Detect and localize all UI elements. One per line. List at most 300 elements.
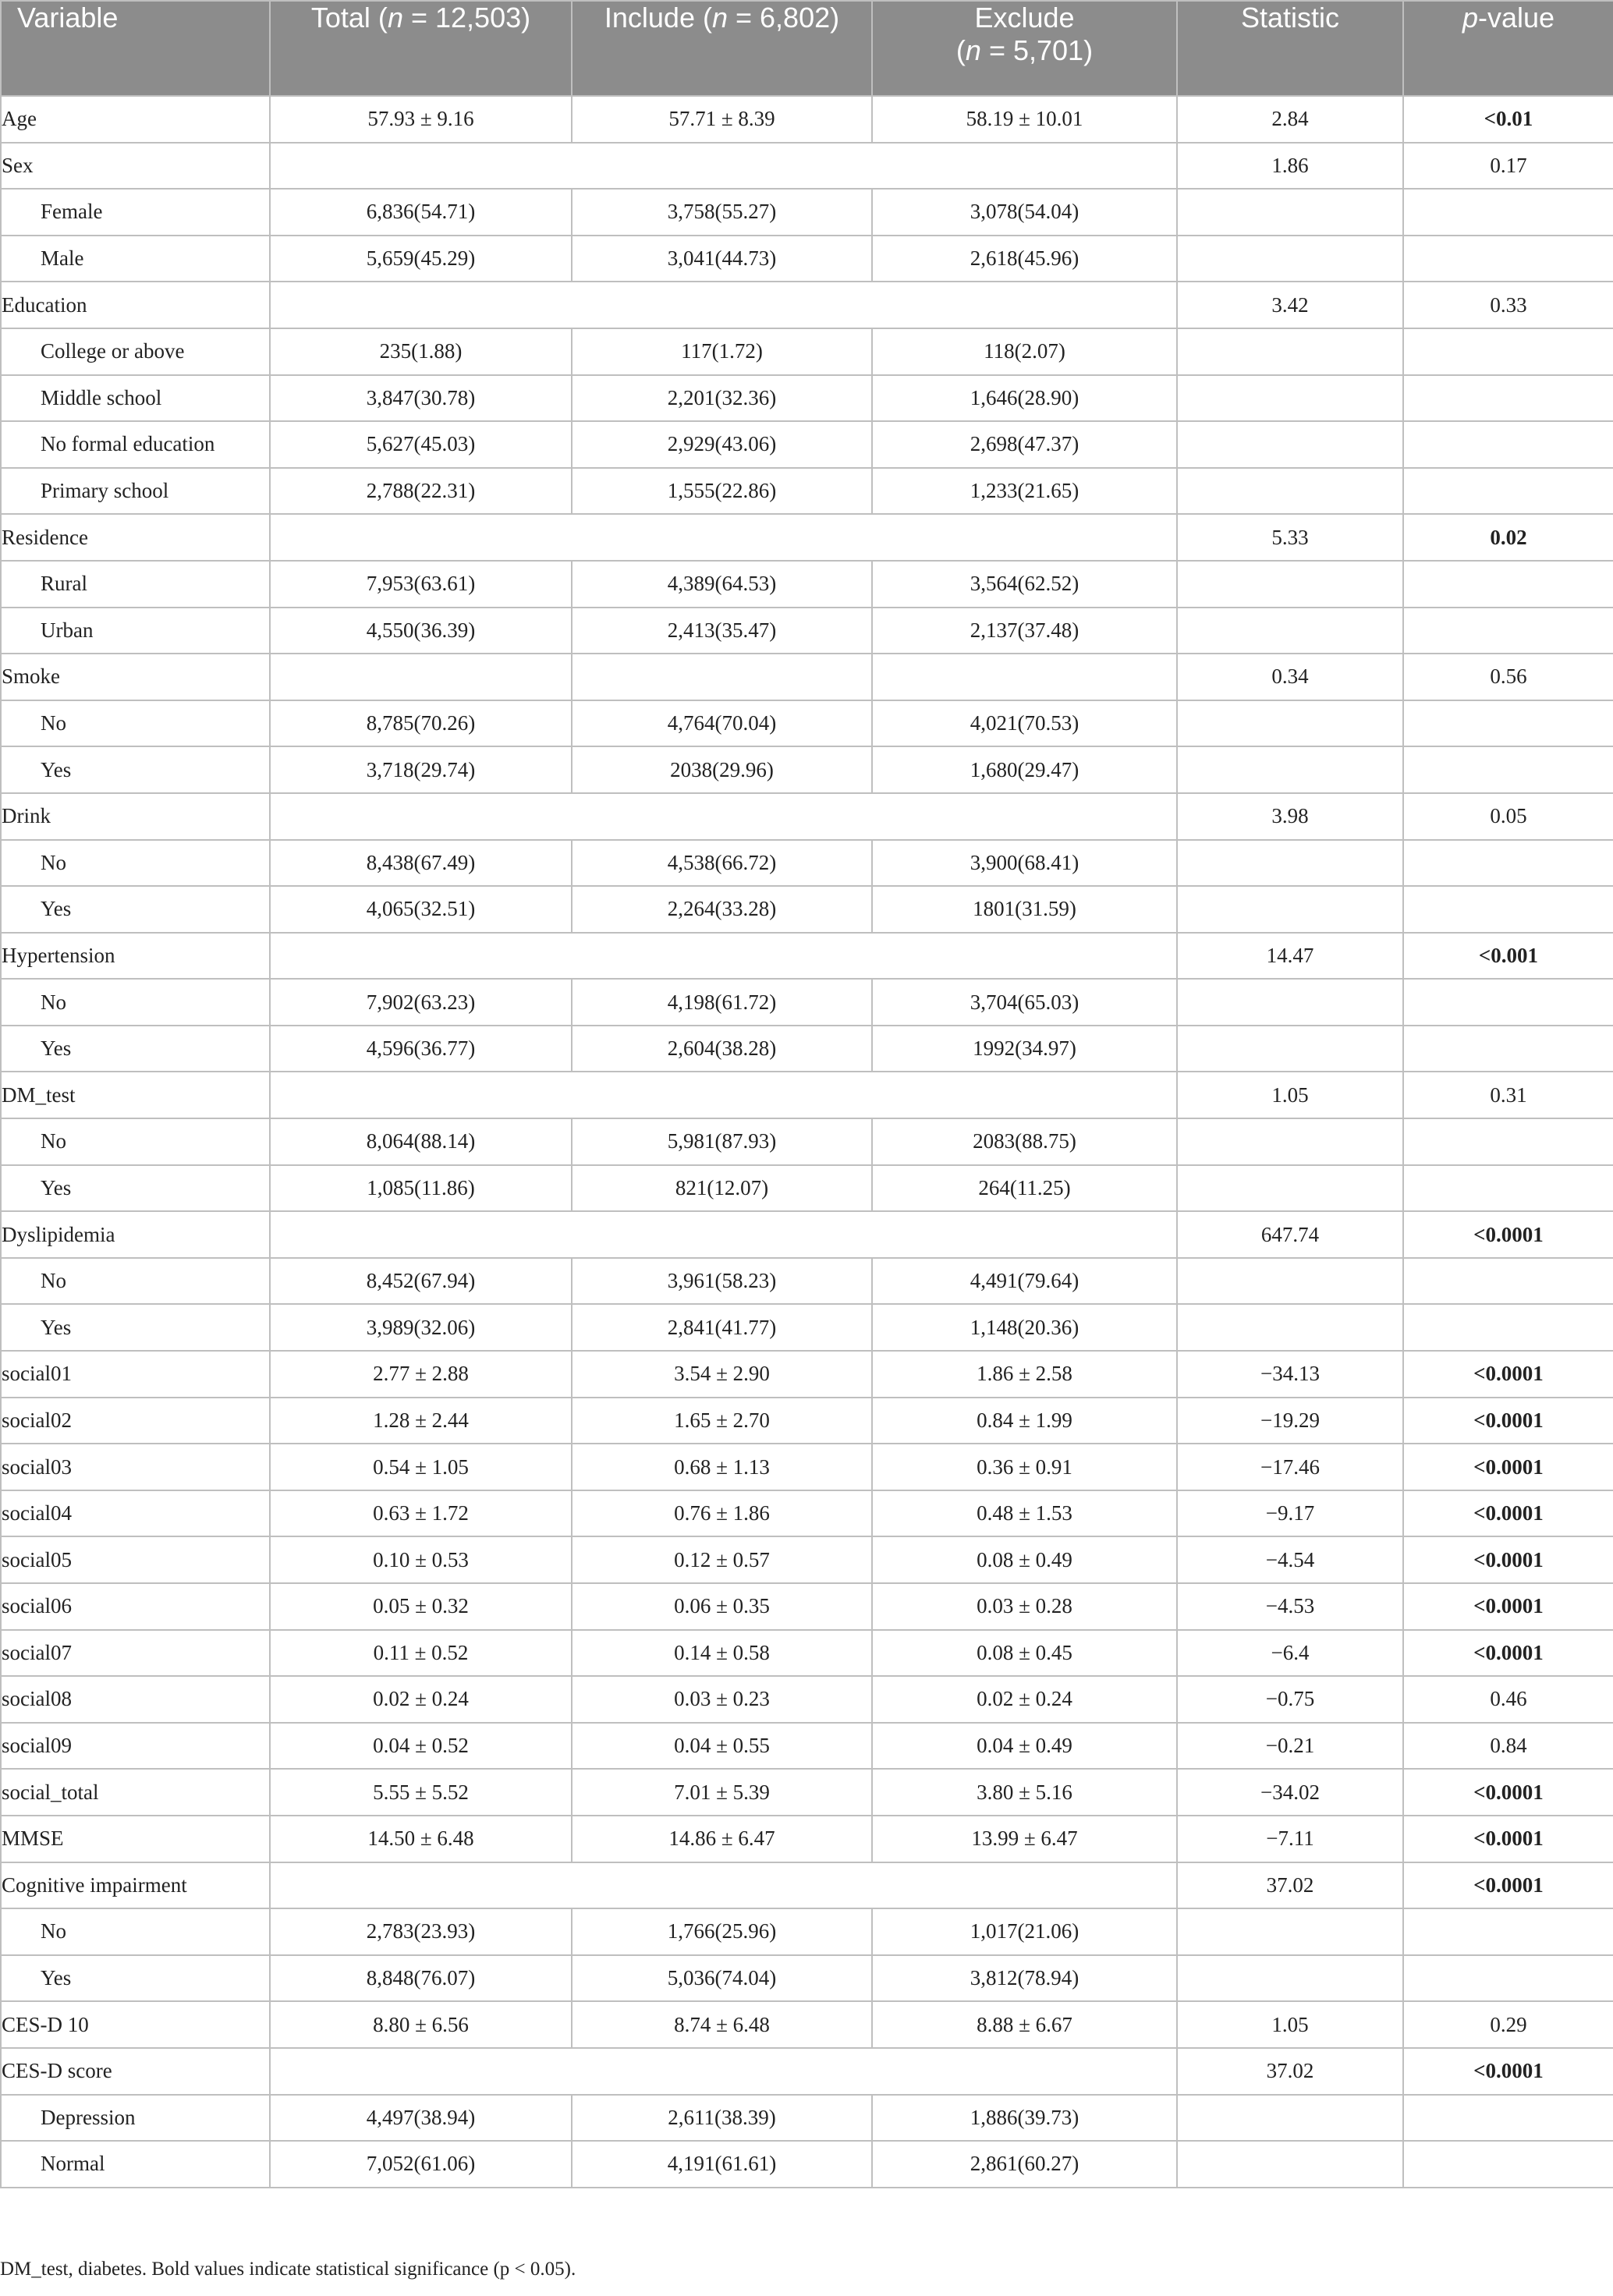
variable-cell: Yes xyxy=(1,1026,270,1072)
table-row xyxy=(1,886,1613,933)
p-value-cell: <0.001 xyxy=(1403,933,1613,980)
variable-cell: Residence xyxy=(1,514,270,561)
total-cell: 4,596(36.77) xyxy=(270,1026,572,1072)
total-cell: 5,659(45.29) xyxy=(270,236,572,282)
p-value-cell: <0.0001 xyxy=(1403,1583,1613,1630)
variable-cell: No formal education xyxy=(1,421,270,468)
p-value-cell: 0.33 xyxy=(1403,282,1613,328)
variable-cell: social07 xyxy=(1,1630,270,1677)
include-cell: 4,198(61.72) xyxy=(572,979,872,1026)
total-cell: 7,902(63.23) xyxy=(270,979,572,1026)
group-spacer-cell xyxy=(270,1862,1177,1909)
variable-cell: Yes xyxy=(1,1955,270,2002)
exclude-cell: 1,680(29.47) xyxy=(872,746,1177,793)
p-value-cell: <0.01 xyxy=(1403,96,1613,143)
p-value-cell xyxy=(1403,886,1613,933)
statistic-cell: −34.13 xyxy=(1177,1351,1403,1398)
include-cell: 14.86 ± 6.47 xyxy=(572,1816,872,1862)
exclude-cell: 8.88 ± 6.67 xyxy=(872,2001,1177,2048)
total-cell: 0.63 ± 1.72 xyxy=(270,1490,572,1537)
p-value-cell xyxy=(1403,700,1613,747)
p-value-cell: <0.0001 xyxy=(1403,1211,1613,1258)
total-cell: 8,785(70.26) xyxy=(270,700,572,747)
total-cell: 0.04 ± 0.52 xyxy=(270,1723,572,1770)
statistic-cell: 0.34 xyxy=(1177,654,1403,700)
exclude-cell: 2,698(47.37) xyxy=(872,421,1177,468)
total-cell: 1.28 ± 2.44 xyxy=(270,1398,572,1444)
table-row xyxy=(1,1398,1613,1444)
statistic-cell xyxy=(1177,375,1403,422)
total-cell: 4,065(32.51) xyxy=(270,886,572,933)
statistic-cell: −7.11 xyxy=(1177,1816,1403,1862)
table-row xyxy=(1,1351,1613,1398)
table-body xyxy=(1,96,1613,2188)
include-cell xyxy=(572,654,872,700)
variable-cell: MMSE xyxy=(1,1816,270,1862)
exclude-cell: 1,646(28.90) xyxy=(872,375,1177,422)
statistic-cell: −34.02 xyxy=(1177,1769,1403,1816)
include-cell: 3,758(55.27) xyxy=(572,189,872,236)
exclude-cell: 13.99 ± 6.47 xyxy=(872,1816,1177,1862)
table-row xyxy=(1,1816,1613,1862)
variable-cell: social04 xyxy=(1,1490,270,1537)
exclude-cell: 118(2.07) xyxy=(872,328,1177,375)
include-cell: 0.04 ± 0.55 xyxy=(572,1723,872,1770)
include-cell: 5,981(87.93) xyxy=(572,1118,872,1165)
include-cell: 4,389(64.53) xyxy=(572,561,872,608)
table-row xyxy=(1,282,1613,328)
total-cell xyxy=(270,654,572,700)
p-value-cell xyxy=(1403,1026,1613,1072)
p-value-cell: <0.0001 xyxy=(1403,1490,1613,1537)
total-cell: 0.02 ± 0.24 xyxy=(270,1676,572,1723)
exclude-cell: 1801(31.59) xyxy=(872,886,1177,933)
table-row xyxy=(1,1211,1613,1258)
variable-cell: Normal xyxy=(1,2141,270,2188)
header-variable: Variable xyxy=(1,1,270,96)
include-cell: 2,611(38.39) xyxy=(572,2095,872,2142)
variable-cell: Hypertension xyxy=(1,933,270,980)
variable-cell: Urban xyxy=(1,608,270,654)
group-spacer-cell xyxy=(270,1211,1177,1258)
variable-cell: No xyxy=(1,840,270,887)
include-cell: 0.14 ± 0.58 xyxy=(572,1630,872,1677)
total-cell: 235(1.88) xyxy=(270,328,572,375)
exclude-cell: 3.80 ± 5.16 xyxy=(872,1769,1177,1816)
p-value-cell: <0.0001 xyxy=(1403,2048,1613,2095)
variable-cell: DM_test xyxy=(1,1072,270,1118)
table-row xyxy=(1,1630,1613,1677)
total-cell: 8.80 ± 6.56 xyxy=(270,2001,572,2048)
include-cell: 4,191(61.61) xyxy=(572,2141,872,2188)
total-cell: 1,085(11.86) xyxy=(270,1165,572,1212)
table-row xyxy=(1,979,1613,1026)
p-value-cell xyxy=(1403,328,1613,375)
variable-cell: CES-D score xyxy=(1,2048,270,2095)
p-value-cell: 0.02 xyxy=(1403,514,1613,561)
statistic-cell: 3.98 xyxy=(1177,793,1403,840)
table-row xyxy=(1,933,1613,980)
include-cell: 1,555(22.86) xyxy=(572,468,872,515)
table-row xyxy=(1,1304,1613,1351)
total-cell: 0.54 ± 1.05 xyxy=(270,1444,572,1490)
statistic-cell: 1.05 xyxy=(1177,2001,1403,2048)
include-cell: 0.76 ± 1.86 xyxy=(572,1490,872,1537)
table-row xyxy=(1,1118,1613,1165)
table-row xyxy=(1,793,1613,840)
include-cell: 0.12 ± 0.57 xyxy=(572,1536,872,1583)
variable-cell: Yes xyxy=(1,1165,270,1212)
table-footnote: DM_test, diabetes. Bold values indicate statistical significance (p < 0.05). xyxy=(0,2259,576,2280)
variable-cell: No xyxy=(1,1118,270,1165)
table-header xyxy=(1,1,1613,96)
table-row xyxy=(1,96,1613,143)
variable-cell: College or above xyxy=(1,328,270,375)
table-row xyxy=(1,1583,1613,1630)
table-row xyxy=(1,1676,1613,1723)
total-cell: 2,783(23.93) xyxy=(270,1908,572,1955)
table-row xyxy=(1,1769,1613,1816)
group-spacer-cell xyxy=(270,282,1177,328)
p-value-cell xyxy=(1403,468,1613,515)
include-cell: 8.74 ± 6.48 xyxy=(572,2001,872,2048)
table-row xyxy=(1,375,1613,422)
statistic-cell: 1.86 xyxy=(1177,143,1403,190)
variable-cell: Age xyxy=(1,96,270,143)
exclude-cell: 0.03 ± 0.28 xyxy=(872,1583,1177,1630)
variable-cell: Middle school xyxy=(1,375,270,422)
include-cell: 2038(29.96) xyxy=(572,746,872,793)
exclude-cell: 3,704(65.03) xyxy=(872,979,1177,1026)
statistic-cell xyxy=(1177,1304,1403,1351)
statistic-cell: 647.74 xyxy=(1177,1211,1403,1258)
statistic-cell xyxy=(1177,746,1403,793)
table-row xyxy=(1,1444,1613,1490)
statistic-cell xyxy=(1177,886,1403,933)
include-cell: 2,604(38.28) xyxy=(572,1026,872,1072)
include-cell: 1,766(25.96) xyxy=(572,1908,872,1955)
statistic-cell xyxy=(1177,1165,1403,1212)
table-row xyxy=(1,1536,1613,1583)
include-cell: 4,538(66.72) xyxy=(572,840,872,887)
total-cell: 8,848(76.07) xyxy=(270,1955,572,2002)
total-cell: 7,052(61.06) xyxy=(270,2141,572,2188)
p-value-cell: <0.0001 xyxy=(1403,1536,1613,1583)
exclude-cell: 0.48 ± 1.53 xyxy=(872,1490,1177,1537)
statistic-cell xyxy=(1177,840,1403,887)
exclude-cell: 4,021(70.53) xyxy=(872,700,1177,747)
statistic-cell: 2.84 xyxy=(1177,96,1403,143)
statistic-cell: 37.02 xyxy=(1177,1862,1403,1909)
exclude-cell: 0.08 ± 0.45 xyxy=(872,1630,1177,1677)
variable-cell: Primary school xyxy=(1,468,270,515)
table-row xyxy=(1,514,1613,561)
statistic-cell: −0.21 xyxy=(1177,1723,1403,1770)
exclude-cell: 58.19 ± 10.01 xyxy=(872,96,1177,143)
exclude-cell: 1,233(21.65) xyxy=(872,468,1177,515)
table-row xyxy=(1,1862,1613,1909)
p-value-cell: 0.84 xyxy=(1403,1723,1613,1770)
header-p-value: p-value xyxy=(1403,1,1613,96)
include-cell: 4,764(70.04) xyxy=(572,700,872,747)
p-value-cell xyxy=(1403,2095,1613,2142)
include-cell: 5,036(74.04) xyxy=(572,1955,872,2002)
statistic-cell xyxy=(1177,979,1403,1026)
exclude-cell: 0.04 ± 0.49 xyxy=(872,1723,1177,1770)
variable-cell: Rural xyxy=(1,561,270,608)
table-row xyxy=(1,2001,1613,2048)
table-row xyxy=(1,700,1613,747)
exclude-cell: 0.02 ± 0.24 xyxy=(872,1676,1177,1723)
variable-cell: No xyxy=(1,1258,270,1305)
p-value-cell xyxy=(1403,236,1613,282)
group-spacer-cell xyxy=(270,1072,1177,1118)
variable-cell: Sex xyxy=(1,143,270,190)
p-value-cell xyxy=(1403,1955,1613,2002)
include-cell: 821(12.07) xyxy=(572,1165,872,1212)
table-row xyxy=(1,1072,1613,1118)
group-spacer-cell xyxy=(270,933,1177,980)
table-row xyxy=(1,2048,1613,2095)
variable-cell: No xyxy=(1,1908,270,1955)
exclude-cell: 1,017(21.06) xyxy=(872,1908,1177,1955)
p-value-cell: 0.17 xyxy=(1403,143,1613,190)
statistic-cell xyxy=(1177,2141,1403,2188)
table-row xyxy=(1,840,1613,887)
statistic-cell xyxy=(1177,328,1403,375)
statistic-cell xyxy=(1177,236,1403,282)
include-cell: 2,201(32.36) xyxy=(572,375,872,422)
total-cell: 5.55 ± 5.52 xyxy=(270,1769,572,1816)
include-cell: 0.03 ± 0.23 xyxy=(572,1676,872,1723)
variable-cell: Depression xyxy=(1,2095,270,2142)
variable-cell: social08 xyxy=(1,1676,270,1723)
p-value-cell xyxy=(1403,979,1613,1026)
total-cell: 4,497(38.94) xyxy=(270,2095,572,2142)
include-cell: 0.06 ± 0.35 xyxy=(572,1583,872,1630)
include-cell: 3,961(58.23) xyxy=(572,1258,872,1305)
statistic-cell xyxy=(1177,1908,1403,1955)
table-row xyxy=(1,2141,1613,2188)
variable-cell: CES-D 10 xyxy=(1,2001,270,2048)
variable-cell: No xyxy=(1,979,270,1026)
total-cell: 8,064(88.14) xyxy=(270,1118,572,1165)
total-cell: 7,953(63.61) xyxy=(270,561,572,608)
total-cell: 8,452(67.94) xyxy=(270,1258,572,1305)
total-cell: 57.93 ± 9.16 xyxy=(270,96,572,143)
include-cell: 2,841(41.77) xyxy=(572,1304,872,1351)
statistic-cell: −17.46 xyxy=(1177,1444,1403,1490)
p-value-cell xyxy=(1403,2141,1613,2188)
variable-cell: No xyxy=(1,700,270,747)
variable-cell: social09 xyxy=(1,1723,270,1770)
exclude-cell: 2083(88.75) xyxy=(872,1118,1177,1165)
exclude-cell xyxy=(872,654,1177,700)
exclude-cell: 3,078(54.04) xyxy=(872,189,1177,236)
statistic-cell xyxy=(1177,1118,1403,1165)
statistic-cell xyxy=(1177,1955,1403,2002)
statistic-cell xyxy=(1177,561,1403,608)
include-cell: 7.01 ± 5.39 xyxy=(572,1769,872,1816)
total-cell: 2,788(22.31) xyxy=(270,468,572,515)
table-row xyxy=(1,1026,1613,1072)
statistic-cell: −4.54 xyxy=(1177,1536,1403,1583)
p-value-cell: 0.46 xyxy=(1403,1676,1613,1723)
p-value-cell xyxy=(1403,561,1613,608)
p-value-cell xyxy=(1403,1118,1613,1165)
p-value-cell: <0.0001 xyxy=(1403,1630,1613,1677)
exclude-cell: 2,618(45.96) xyxy=(872,236,1177,282)
table-row xyxy=(1,236,1613,282)
variable-cell: Female xyxy=(1,189,270,236)
exclude-cell: 0.08 ± 0.49 xyxy=(872,1536,1177,1583)
total-cell: 2.77 ± 2.88 xyxy=(270,1351,572,1398)
p-value-cell xyxy=(1403,746,1613,793)
statistic-cell: −6.4 xyxy=(1177,1630,1403,1677)
table-row xyxy=(1,189,1613,236)
statistic-cell: −4.53 xyxy=(1177,1583,1403,1630)
table-row xyxy=(1,1165,1613,1212)
exclude-cell: 0.36 ± 0.91 xyxy=(872,1444,1177,1490)
p-value-cell xyxy=(1403,1908,1613,1955)
table-row xyxy=(1,2095,1613,2142)
exclude-cell: 1,148(20.36) xyxy=(872,1304,1177,1351)
table-row xyxy=(1,421,1613,468)
exclude-cell: 264(11.25) xyxy=(872,1165,1177,1212)
exclude-cell: 3,812(78.94) xyxy=(872,1955,1177,2002)
exclude-cell: 2,861(60.27) xyxy=(872,2141,1177,2188)
include-cell: 2,929(43.06) xyxy=(572,421,872,468)
statistic-cell xyxy=(1177,2095,1403,2142)
statistic-cell: −0.75 xyxy=(1177,1676,1403,1723)
statistic-cell: 37.02 xyxy=(1177,2048,1403,2095)
table-row xyxy=(1,143,1613,190)
include-cell: 117(1.72) xyxy=(572,328,872,375)
statistic-cell xyxy=(1177,468,1403,515)
exclude-cell: 4,491(79.64) xyxy=(872,1258,1177,1305)
total-cell: 0.11 ± 0.52 xyxy=(270,1630,572,1677)
include-cell: 3,041(44.73) xyxy=(572,236,872,282)
total-cell: 3,989(32.06) xyxy=(270,1304,572,1351)
table-row xyxy=(1,608,1613,654)
p-value-cell xyxy=(1403,375,1613,422)
variable-cell: social05 xyxy=(1,1536,270,1583)
statistic-cell xyxy=(1177,700,1403,747)
p-value-cell: 0.29 xyxy=(1403,2001,1613,2048)
variable-cell: social03 xyxy=(1,1444,270,1490)
p-value-cell: 0.31 xyxy=(1403,1072,1613,1118)
p-value-cell xyxy=(1403,840,1613,887)
header-total: Total (n = 12,503) xyxy=(270,1,572,96)
variable-cell: Drink xyxy=(1,793,270,840)
header-include: Include (n = 6,802) xyxy=(572,1,872,96)
exclude-cell: 1.86 ± 2.58 xyxy=(872,1351,1177,1398)
variable-cell: social02 xyxy=(1,1398,270,1444)
p-value-cell xyxy=(1403,1258,1613,1305)
table-row xyxy=(1,1723,1613,1770)
total-cell: 3,847(30.78) xyxy=(270,375,572,422)
table-row xyxy=(1,561,1613,608)
statistic-cell xyxy=(1177,421,1403,468)
table-row xyxy=(1,1955,1613,2002)
exclude-cell: 2,137(37.48) xyxy=(872,608,1177,654)
variable-cell: Yes xyxy=(1,746,270,793)
statistic-cell: 14.47 xyxy=(1177,933,1403,980)
total-cell: 0.05 ± 0.32 xyxy=(270,1583,572,1630)
variable-cell: social06 xyxy=(1,1583,270,1630)
include-cell: 57.71 ± 8.39 xyxy=(572,96,872,143)
statistic-cell: 5.33 xyxy=(1177,514,1403,561)
p-value-cell: <0.0001 xyxy=(1403,1769,1613,1816)
group-spacer-cell xyxy=(270,2048,1177,2095)
p-value-cell xyxy=(1403,608,1613,654)
exclude-cell: 1992(34.97) xyxy=(872,1026,1177,1072)
exclude-cell: 0.84 ± 1.99 xyxy=(872,1398,1177,1444)
p-value-cell: 0.56 xyxy=(1403,654,1613,700)
table-row xyxy=(1,654,1613,700)
statistic-cell xyxy=(1177,1026,1403,1072)
table-row xyxy=(1,746,1613,793)
variable-cell: Cognitive impairment xyxy=(1,1862,270,1909)
variable-cell: Yes xyxy=(1,886,270,933)
exclude-cell: 3,900(68.41) xyxy=(872,840,1177,887)
exclude-cell: 1,886(39.73) xyxy=(872,2095,1177,2142)
table-row xyxy=(1,468,1613,515)
p-value-cell: <0.0001 xyxy=(1403,1398,1613,1444)
total-cell: 5,627(45.03) xyxy=(270,421,572,468)
include-cell: 2,413(35.47) xyxy=(572,608,872,654)
p-value-cell: <0.0001 xyxy=(1403,1816,1613,1862)
p-value-cell: <0.0001 xyxy=(1403,1351,1613,1398)
total-cell: 4,550(36.39) xyxy=(270,608,572,654)
statistic-cell xyxy=(1177,1258,1403,1305)
variable-cell: Smoke xyxy=(1,654,270,700)
statistic-cell: 3.42 xyxy=(1177,282,1403,328)
header-exclude: Exclude (n = 5,701) xyxy=(872,1,1177,96)
include-cell: 2,264(33.28) xyxy=(572,886,872,933)
statistic-cell xyxy=(1177,189,1403,236)
p-value-cell: <0.0001 xyxy=(1403,1444,1613,1490)
total-cell: 8,438(67.49) xyxy=(270,840,572,887)
total-cell: 14.50 ± 6.48 xyxy=(270,1816,572,1862)
table-row xyxy=(1,1908,1613,1955)
include-cell: 3.54 ± 2.90 xyxy=(572,1351,872,1398)
table-row xyxy=(1,328,1613,375)
table-row xyxy=(1,1490,1613,1537)
group-spacer-cell xyxy=(270,143,1177,190)
total-cell: 3,718(29.74) xyxy=(270,746,572,793)
p-value-cell xyxy=(1403,189,1613,236)
total-cell: 6,836(54.71) xyxy=(270,189,572,236)
p-value-cell: <0.0001 xyxy=(1403,1862,1613,1909)
variable-cell: social01 xyxy=(1,1351,270,1398)
statistic-cell: −9.17 xyxy=(1177,1490,1403,1537)
p-value-cell: 0.05 xyxy=(1403,793,1613,840)
include-cell: 0.68 ± 1.13 xyxy=(572,1444,872,1490)
variable-cell: Yes xyxy=(1,1304,270,1351)
header-statistic: Statistic xyxy=(1177,1,1403,96)
exclude-cell: 3,564(62.52) xyxy=(872,561,1177,608)
statistic-cell: 1.05 xyxy=(1177,1072,1403,1118)
variable-cell: social_total xyxy=(1,1769,270,1816)
p-value-cell xyxy=(1403,1165,1613,1212)
statistic-cell: −19.29 xyxy=(1177,1398,1403,1444)
p-value-cell xyxy=(1403,1304,1613,1351)
variable-cell: Education xyxy=(1,282,270,328)
total-cell: 0.10 ± 0.53 xyxy=(270,1536,572,1583)
variable-cell: Male xyxy=(1,236,270,282)
group-spacer-cell xyxy=(270,514,1177,561)
